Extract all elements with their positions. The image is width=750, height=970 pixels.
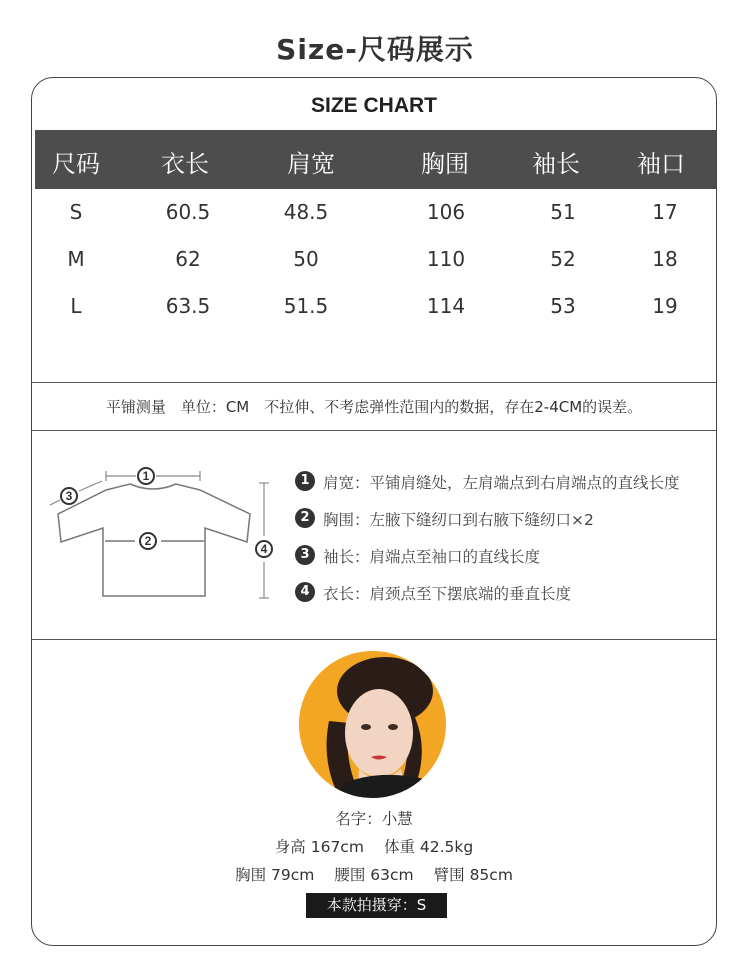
legend-item <box>295 507 715 531</box>
table-cell: 63.5 <box>165 294 211 318</box>
header-shoulder: 肩宽 <box>287 150 335 178</box>
model-stats-line2 <box>32 863 716 885</box>
table-cell: 106 <box>426 200 466 224</box>
table-row <box>35 294 716 324</box>
header-size: 尺码 <box>52 150 100 178</box>
table-cell: 53 <box>550 294 576 318</box>
header-length: 衣长 <box>161 150 209 178</box>
model-stats-line1 <box>32 835 716 857</box>
model-height: 身高 167cm <box>274 838 364 856</box>
model-waist: 腰围 63cm <box>334 866 414 884</box>
table-cell: M <box>67 247 85 271</box>
table-cell: 19 <box>652 294 678 318</box>
table-cell: S <box>69 200 83 224</box>
table-row <box>35 200 716 230</box>
legend-text: 肩宽：平铺肩缝处，左肩端点到右肩端点的直线长度 <box>323 474 680 492</box>
model-bust: 胸围 79cm <box>235 866 315 884</box>
table-cell: 60.5 <box>165 200 211 224</box>
number-badge: 1 <box>295 471 315 491</box>
model-weight: 体重 42.5kg <box>383 838 474 856</box>
table-cell: 48.5 <box>283 200 329 224</box>
table-cell: 51 <box>550 200 576 224</box>
measure-note: 平铺测量 单位：CM 不拉伸、不考虑弹性范围内的数据，存在2-4CM的误差。 <box>105 398 643 416</box>
legend-item <box>295 581 715 605</box>
table-cell: 62 <box>175 247 201 271</box>
table-row <box>35 247 716 277</box>
shot-size-badge: 本款拍摄穿：S <box>306 893 447 918</box>
legend-text: 袖长：肩端点至袖口的直线长度 <box>323 548 541 566</box>
header-sleeve: 袖长 <box>532 150 580 178</box>
number-badge: 4 <box>295 582 315 602</box>
model-name: 名字：小慧 <box>335 810 413 828</box>
table-cell: 114 <box>426 294 466 318</box>
table-cell: 52 <box>550 247 576 271</box>
chart-title: SIZE CHART <box>311 94 437 117</box>
table-header <box>35 130 716 189</box>
legend-item <box>295 544 715 568</box>
model-arm: 臂围 85cm <box>433 866 513 884</box>
legend-item <box>295 470 715 494</box>
number-badge: 3 <box>295 545 315 565</box>
divider <box>32 639 716 640</box>
header-chest: 胸围 <box>421 150 469 178</box>
divider <box>32 430 716 431</box>
diagram-label-2: 2 <box>144 534 152 548</box>
table-cell: 18 <box>652 247 678 271</box>
divider <box>32 382 716 383</box>
header-cuff: 袖口 <box>637 150 685 178</box>
diagram-label-4: 4 <box>260 542 268 556</box>
size-chart-card <box>31 77 717 946</box>
table-cell: L <box>70 294 82 318</box>
model-avatar <box>299 651 446 798</box>
table-cell: 17 <box>652 200 678 224</box>
model-portrait-image <box>299 651 446 798</box>
table-cell: 50 <box>293 247 319 271</box>
legend-text: 衣长：肩颈点至下摆底端的垂直长度 <box>323 585 572 603</box>
garment-measure-diagram <box>38 458 278 608</box>
legend-text: 胸围：左腋下缝纫口到右腋下缝纫口×2 <box>323 511 594 529</box>
table-cell: 51.5 <box>283 294 329 318</box>
page-title: Size-尺码展示 <box>276 33 474 66</box>
table-cell: 110 <box>426 247 466 271</box>
diagram-label-1: 1 <box>142 469 150 483</box>
number-badge: 2 <box>295 508 315 528</box>
diagram-label-3: 3 <box>65 489 73 503</box>
